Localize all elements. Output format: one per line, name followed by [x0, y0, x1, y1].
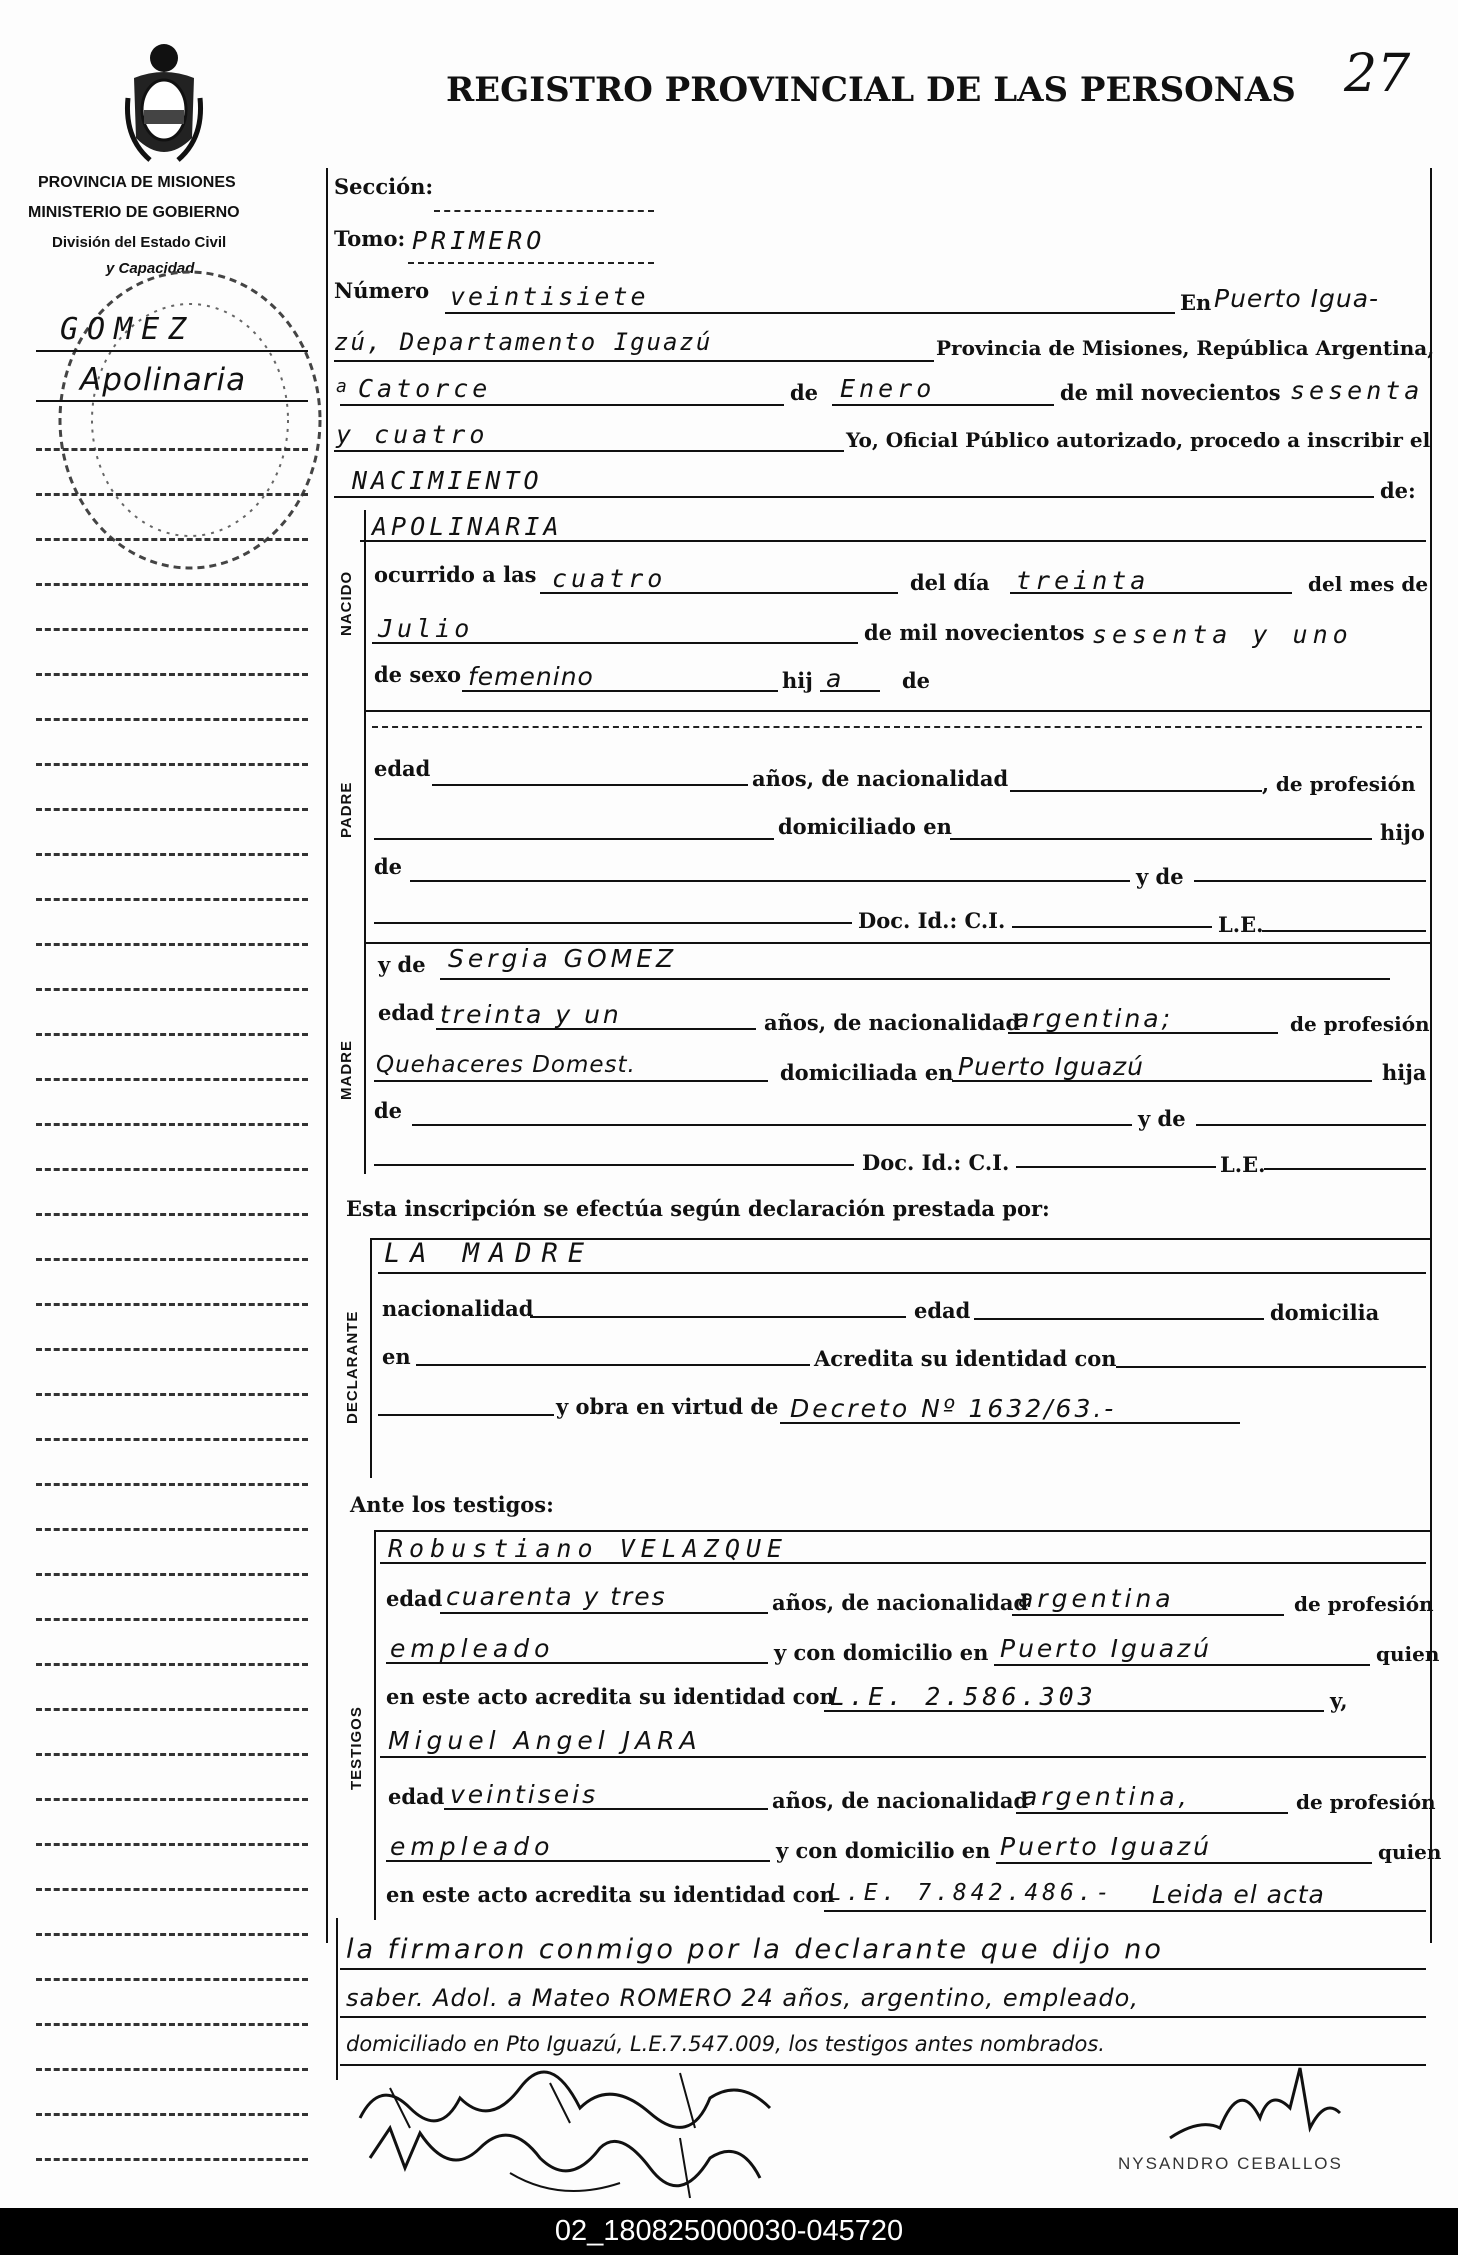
madre-nac-line: [1008, 1032, 1278, 1034]
madre-name: Sergia GOMEZ: [448, 944, 678, 973]
margin-ruled-line: [36, 1528, 308, 1531]
section-bracket: [364, 710, 366, 942]
madre-le-label: L.E.: [1220, 1152, 1266, 1177]
main-right-border: [1430, 168, 1432, 1943]
section-label-madre: MADRE: [338, 1040, 355, 1100]
official-name-stamp: NYSANDRO CEBALLOS: [1118, 2154, 1343, 2173]
padre-hijo-label: hijo: [1380, 820, 1425, 845]
declarante-decreto: Decreto Nº 1632/63.-: [790, 1394, 1117, 1423]
margin-ruled-line: [36, 583, 308, 586]
margin-ruled-line: [36, 1213, 308, 1216]
tomo-line: [408, 262, 654, 264]
madre-de-line: [412, 1124, 1132, 1126]
nacido-name: APOLINARIA: [372, 512, 563, 541]
hij-line: [820, 690, 880, 692]
day-value: Catorce: [358, 374, 492, 403]
padre-de-label: de: [374, 854, 403, 879]
padre-anos-label: años, de nacionalidad: [752, 766, 1009, 791]
padre-profesion-label: , de profesión: [1262, 772, 1416, 796]
year-value-1: sesenta: [1290, 376, 1424, 405]
margin-ruled-line: [36, 2068, 308, 2071]
month-value: Enero: [840, 374, 936, 403]
margin-ruled-line: [36, 2158, 308, 2161]
org-line-4: y Capacidad: [106, 260, 195, 277]
sexo-label: de sexo: [374, 662, 462, 687]
margin-ruled-line: [36, 1843, 308, 1846]
t2-profesion-label: de profesión: [1296, 1790, 1436, 1814]
t1-profesion-value: empleado: [390, 1634, 555, 1663]
leida-text: Leida el acta: [1152, 1880, 1325, 1909]
main-left-border: [326, 168, 328, 1943]
madre-prof-line: [374, 1080, 768, 1082]
month-line: [832, 404, 1054, 406]
madre-nac-value: argentina;: [1014, 1004, 1174, 1033]
madre-dom-line: [952, 1080, 1372, 1082]
margin-ruled-line: [36, 628, 308, 631]
hora-value: cuatro: [552, 564, 667, 593]
t2-nac-line: [1016, 1812, 1288, 1814]
t1-domicilio-value: Puerto Iguazú: [1000, 1634, 1212, 1663]
closing-line-1-rule: [340, 1968, 1426, 1970]
tomo-value: PRIMERO: [412, 226, 546, 255]
declarante-nac-line: [530, 1316, 906, 1318]
declarante-en-line: [416, 1364, 810, 1366]
padre-y-de-line: [1194, 880, 1426, 882]
declarante-obra-line: [378, 1414, 554, 1416]
anio-value: sesenta y uno: [1092, 620, 1353, 649]
margin-ruled-line: [36, 1798, 308, 1801]
margin-ruled-line: [36, 1663, 308, 1666]
padre-prof-line: [374, 838, 774, 840]
t2-name: Miguel Angel JARA: [388, 1726, 702, 1755]
t1-y-label: y,: [1330, 1688, 1348, 1713]
acto-de-label: de:: [1380, 478, 1416, 503]
t1-edad-value: cuarenta y tres: [446, 1582, 667, 1611]
t1-prof-line: [386, 1662, 768, 1664]
margin-rule: [36, 400, 308, 402]
madre-edad-line: [436, 1028, 756, 1030]
t1-domicilio-label: y con domicilio en: [774, 1640, 989, 1665]
madre-edad-label: edad: [378, 1000, 435, 1025]
acto-line: [334, 496, 1374, 498]
t2-acredita-label: en este acto acredita su identidad con: [386, 1882, 835, 1907]
madre-doc-label: Doc. Id.: C.I.: [862, 1150, 1010, 1175]
closing-line-2-rule: [340, 2016, 1426, 2018]
declarante-acredita-label: Acredita su identidad con: [814, 1346, 1117, 1371]
declarante-domicilia-label: domicilia: [1270, 1300, 1380, 1325]
year-value-2: y cuatro: [336, 420, 489, 449]
dia-value: treinta: [1016, 566, 1150, 595]
madre-domicilio-value: Puerto Iguazú: [958, 1052, 1144, 1081]
signature-official: [1150, 2058, 1350, 2158]
t2-nac-value: argentina,: [1022, 1782, 1191, 1811]
declarante-decreto-line: [780, 1422, 1240, 1424]
padre-name-line: [372, 726, 1422, 728]
margin-ruled-line: [36, 1123, 308, 1126]
padre-dom-line: [950, 838, 1372, 840]
section-label-testigos: TESTIGOS: [348, 1706, 365, 1790]
margin-ruled-line: [36, 763, 308, 766]
de-label: de: [790, 380, 819, 405]
margin-ruled-line: [36, 943, 308, 946]
section-bracket: [364, 942, 366, 1174]
sexo-value: femenino: [468, 662, 594, 691]
signature-witness-2: [360, 2118, 780, 2208]
section-label-declarante: DECLARANTE: [344, 1310, 361, 1424]
margin-ruled-line: [36, 1258, 308, 1261]
t2-edad-line: [444, 1808, 768, 1810]
t1-anos-label: años, de nacionalidad: [772, 1590, 1029, 1615]
day-prefix: a: [336, 376, 351, 397]
declarante-acredita-line: [1116, 1366, 1426, 1368]
org-line-2: MINISTERIO DE GOBIERNO: [28, 204, 240, 221]
margin-ruled-line: [36, 1888, 308, 1891]
padre-doc-label: Doc. Id.: C.I.: [858, 908, 1006, 933]
t2-dom-line: [996, 1862, 1372, 1864]
padre-edad-line: [432, 784, 748, 786]
margin-ruled-line: [36, 1573, 308, 1576]
margin-ruled-line: [36, 493, 308, 496]
section-rule: [374, 1530, 1430, 1532]
declarante-edad-line: [974, 1318, 1264, 1320]
del-dia-label: del día: [910, 570, 990, 595]
seccion-line: [434, 210, 654, 212]
numero-line: [445, 312, 1175, 314]
madre-ci-line: [1016, 1166, 1216, 1168]
margin-ruled-line: [36, 1933, 308, 1936]
circular-seal-stamp: [40, 255, 340, 585]
margin-ruled-line: [36, 1978, 308, 1981]
dia-line: [1010, 592, 1292, 594]
t2-edad-label: edad: [388, 1784, 445, 1809]
t1-name: Robustiano VELAZQUE: [388, 1534, 788, 1563]
t1-dom-line: [994, 1664, 1370, 1666]
margin-ruled-line: [36, 808, 308, 811]
hij-suffix: a: [826, 664, 843, 693]
place-value-2: zú, Departamento Iguazú: [334, 328, 713, 356]
section-bracket: [374, 1530, 376, 1920]
org-line-3: División del Estado Civil: [52, 234, 227, 251]
mil-label-nacido: de mil novecientos: [864, 620, 1085, 645]
hij-de-label: de: [902, 668, 931, 693]
t2-prof-line: [386, 1860, 770, 1862]
closing-line-1: la firmaron conmigo por la declarante que dijo no: [346, 1934, 1164, 1965]
declarante-edad-label: edad: [914, 1298, 971, 1323]
margin-ruled-line: [36, 1438, 308, 1441]
tomo-label: Tomo:: [334, 226, 406, 251]
madre-anos-label: años, de nacionalidad: [764, 1010, 1021, 1035]
madre-doc-line: [374, 1164, 854, 1166]
margin-ruled-line: [36, 2023, 308, 2026]
madre-le-line: [1264, 1168, 1426, 1170]
margin-ruled-line: [36, 1753, 308, 1756]
margin-given-name: Apolinaria: [80, 362, 247, 398]
margin-surname: GOMEZ: [60, 312, 196, 347]
year-line-2: [334, 450, 844, 452]
margin-ruled-line: [36, 538, 308, 541]
hij-label: hij: [782, 668, 813, 693]
declarante-obra-label: y obra en virtud de: [556, 1394, 779, 1419]
margin-ruled-line: [36, 1348, 308, 1351]
t2-quien-label: quien: [1378, 1840, 1442, 1864]
mes-value: Julio: [378, 614, 474, 643]
margin-ruled-line: [36, 1708, 308, 1711]
margin-ruled-line: [36, 988, 308, 991]
place-line-2: [334, 360, 934, 362]
section-label-padre: PADRE: [338, 781, 355, 838]
madre-domiciliada-label: domiciliada en: [780, 1060, 954, 1085]
numero-value: veintisiete: [450, 282, 649, 311]
coat-of-arms-emblem: [120, 38, 208, 168]
madre-hija-label: hija: [1382, 1060, 1427, 1085]
section-label-nacido: NACIDO: [338, 570, 355, 636]
section-bracket: [364, 510, 366, 710]
margin-ruled-line: [36, 673, 308, 676]
madre-y-de-label: y de: [378, 952, 426, 977]
padre-doc-line: [374, 922, 852, 924]
margin-ruled-line: [36, 898, 308, 901]
declarante-nac-label: nacionalidad: [382, 1296, 534, 1321]
declarante-name: LA MADRE: [384, 1238, 595, 1269]
closing-line-3: domiciliado en Pto Iguazú, L.E.7.547.009, los testigos antes nombrados.: [346, 2032, 1105, 2056]
padre-de-line: [410, 880, 1130, 882]
margin-rule: [36, 350, 308, 352]
padre-edad-label: edad: [374, 756, 431, 781]
place-value-1: Puerto Igua-: [1214, 284, 1380, 313]
hora-line: [540, 592, 898, 594]
document-title: REGISTRO PROVINCIAL DE LAS PERSONAS: [446, 70, 1296, 110]
t1-profesion-label: de profesión: [1294, 1592, 1434, 1616]
t1-name-line: [380, 1562, 1426, 1564]
margin-ruled-line: [36, 448, 308, 451]
declarante-intro: Esta inscripción se efectúa según declaración prestada por:: [346, 1196, 1050, 1221]
t1-acredita-label: en este acto acredita su identidad con: [386, 1684, 835, 1709]
padre-ci-line: [1012, 926, 1212, 928]
t2-name-line: [380, 1756, 1426, 1758]
margin-ruled-line: [36, 1078, 308, 1081]
en-label: En: [1180, 290, 1212, 315]
madre-name-line: [440, 978, 1390, 980]
t2-doc-line: [824, 1910, 1426, 1912]
padre-nac-line: [1010, 790, 1262, 792]
madre-profesion-label: de profesión: [1290, 1012, 1430, 1036]
padre-le-line: [1262, 930, 1426, 932]
del-mes-label: del mes de: [1308, 572, 1429, 596]
testigos-intro: Ante los testigos:: [350, 1492, 554, 1517]
declarante-en-label: en: [382, 1344, 411, 1369]
padre-domiciliado-label: domiciliado en: [778, 814, 952, 839]
section-rule: [364, 710, 1430, 712]
sexo-line: [462, 690, 778, 692]
declarante-name-line: [378, 1272, 1426, 1274]
madre-de-label: de: [374, 1098, 403, 1123]
t1-doc-line: [824, 1710, 1324, 1712]
seccion-label: Sección:: [334, 174, 434, 199]
numero-label: Número: [334, 278, 430, 303]
t1-quien-label: quien: [1376, 1642, 1440, 1666]
padre-y-de-label: y de: [1136, 864, 1184, 889]
day-line: [340, 404, 784, 406]
t1-doc-value: L.E. 2.586.303: [830, 1682, 1097, 1711]
page-number: 27: [1344, 44, 1411, 104]
margin-ruled-line: [36, 1168, 308, 1171]
margin-ruled-line: [36, 1393, 308, 1396]
t2-doc-value: L.E. 7.842.486.-: [828, 1880, 1114, 1906]
mes-line: [372, 642, 858, 644]
margin-ruled-line: [36, 1483, 308, 1486]
closing-line-2: saber. Adol. a Mateo ROMERO 24 años, argentino, empleado,: [346, 1984, 1139, 2012]
acto-value: NACIMIENTO: [352, 466, 543, 495]
t1-nac-value: argentina: [1018, 1584, 1175, 1613]
t2-domicilio-value: Puerto Iguazú: [1000, 1832, 1212, 1861]
t1-nac-line: [1012, 1614, 1284, 1616]
margin-ruled-line: [36, 718, 308, 721]
section-bracket: [370, 1238, 372, 1478]
t2-domicilio-label: y con domicilio en: [776, 1838, 991, 1863]
margin-ruled-line: [36, 853, 308, 856]
image-id-footer: 02_180825000030-045720: [0, 2208, 1458, 2255]
mil-label: de mil novecientos: [1060, 380, 1281, 405]
provincia-text: Provincia de Misiones, República Argentina,: [936, 336, 1435, 360]
margin-ruled-line: [36, 2113, 308, 2116]
closing-left-rule: [336, 1918, 338, 2080]
madre-edad-value: treinta y un: [440, 1000, 622, 1029]
padre-le-label: L.E.: [1218, 912, 1264, 937]
madre-y-de-line: [1196, 1124, 1426, 1126]
madre-profesion-value: Quehaceres Domest.: [376, 1052, 636, 1078]
ocurrido-label: ocurrido a las: [374, 562, 537, 587]
t1-edad-label: edad: [386, 1586, 443, 1611]
t2-anos-label: años, de nacionalidad: [772, 1788, 1029, 1813]
t2-edad-value: veintiseis: [450, 1780, 599, 1809]
oficial-text: Yo, Oficial Público autorizado, procedo a inscribir el: [846, 428, 1431, 452]
margin-ruled-line: [36, 1033, 308, 1036]
margin-ruled-line: [36, 1618, 308, 1621]
madre-y-de2-label: y de: [1138, 1106, 1186, 1131]
org-line-1: PROVINCIA DE MISIONES: [38, 174, 236, 191]
t1-edad-line: [440, 1612, 768, 1614]
margin-ruled-line: [36, 1303, 308, 1306]
t2-profesion-value: empleado: [390, 1832, 555, 1861]
